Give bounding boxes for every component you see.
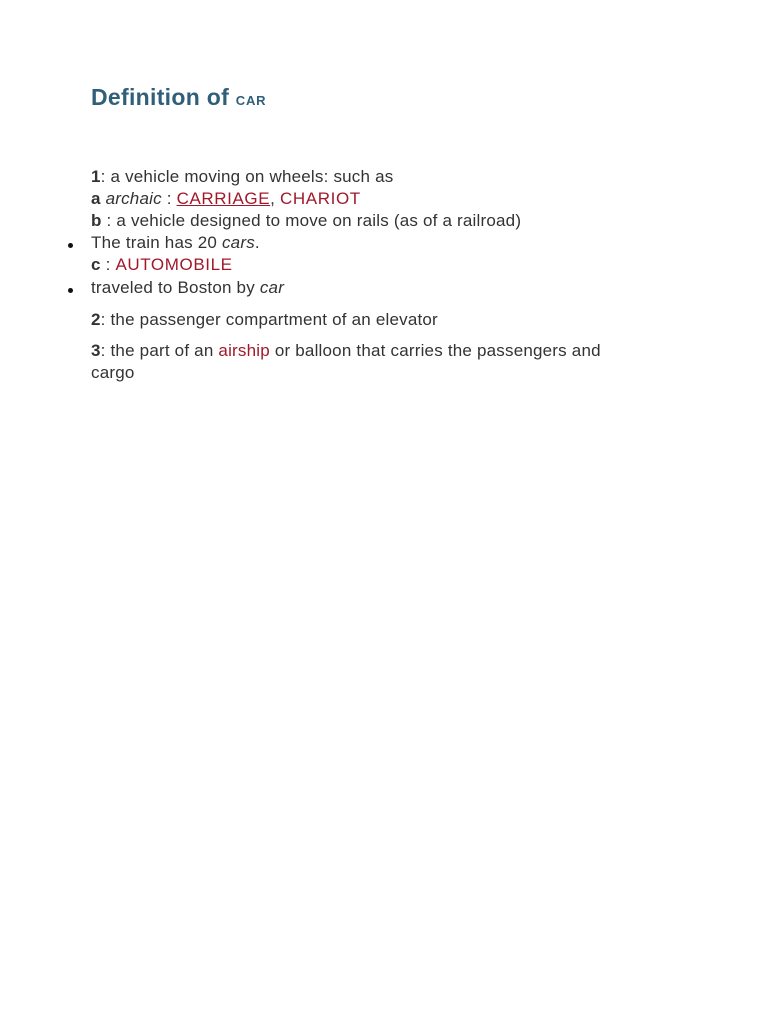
title-word: car bbox=[235, 89, 267, 110]
sense-1c-separator: : bbox=[100, 255, 116, 274]
example-end: . bbox=[254, 233, 260, 252]
sense-1b-line bbox=[91, 210, 521, 232]
sense-1a-separator: : bbox=[161, 189, 177, 208]
sense-2-line bbox=[91, 309, 438, 331]
sense-3-number: 3 bbox=[91, 341, 101, 360]
sense-3-line bbox=[91, 340, 601, 362]
automobile-link[interactable]: AUTOMOBILE bbox=[115, 255, 233, 274]
chariot-link[interactable]: CHARIOT bbox=[280, 189, 361, 208]
sense-1-line bbox=[91, 166, 393, 188]
sense-3-text-end: cargo bbox=[91, 363, 135, 382]
example-word: car bbox=[259, 278, 285, 297]
sense-1c-example bbox=[91, 277, 284, 299]
sense-3-line-2 bbox=[91, 362, 135, 384]
sense-1b-text: : a vehicle designed to move on rails (as of a railroad) bbox=[101, 211, 522, 230]
sense-1a-comma: , bbox=[270, 189, 276, 208]
sense-1a-label: archaic bbox=[105, 189, 162, 208]
sense-3-text-cont: or balloon that carries the passengers and bbox=[269, 341, 601, 360]
sense-1b-letter: b bbox=[91, 211, 102, 230]
title-prefix: Definition of bbox=[91, 84, 230, 110]
page-title bbox=[91, 84, 266, 111]
sense-3-text: : the part of an bbox=[100, 341, 219, 360]
sense-1a-letter: a bbox=[91, 189, 101, 208]
sense-1-number: 1 bbox=[91, 167, 101, 186]
sense-1c-line bbox=[91, 254, 233, 276]
airship-link[interactable]: airship bbox=[218, 341, 270, 360]
sense-1c-letter: c bbox=[91, 255, 101, 274]
example-text: traveled to Boston by bbox=[91, 278, 260, 297]
example-word: cars bbox=[221, 233, 255, 252]
sense-1b-example bbox=[91, 232, 260, 254]
sense-1a-line bbox=[91, 188, 361, 210]
example-text: The train has 20 bbox=[91, 233, 222, 252]
sense-1-text: : a vehicle moving on wheels: such as bbox=[100, 167, 394, 186]
carriage-link[interactable]: CARRIAGE bbox=[176, 189, 271, 208]
bullet-icon bbox=[68, 243, 73, 248]
bullet-icon bbox=[68, 288, 73, 293]
sense-2-text: : the passenger compartment of an elevator bbox=[100, 310, 438, 329]
sense-2-number: 2 bbox=[91, 310, 101, 329]
